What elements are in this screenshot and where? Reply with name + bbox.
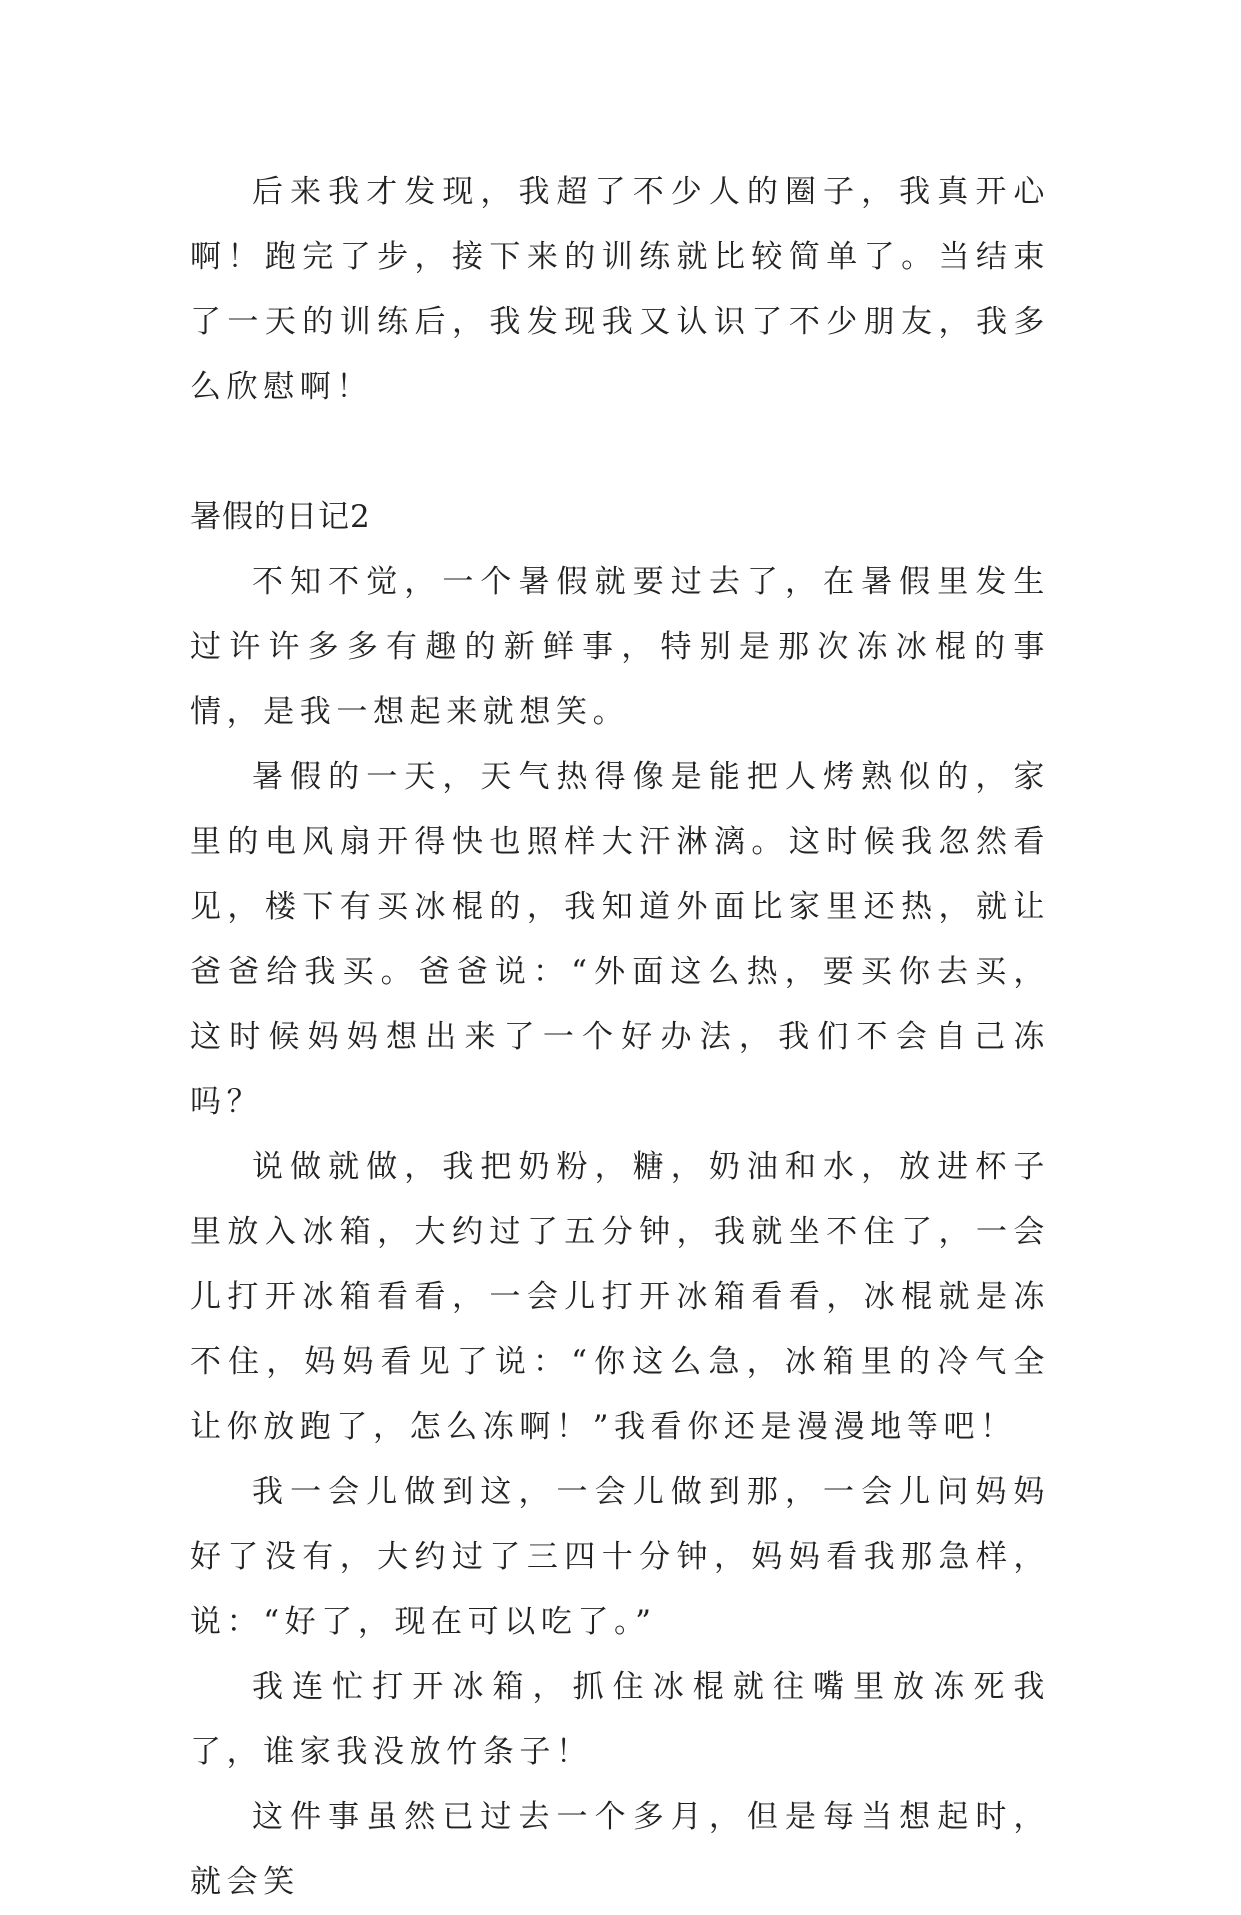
paragraph: 后来我才发现，我超了不少人的圈子，我真开心啊！跑完了步，接下来的训练就比较简单了。当结束了一天的训练后，我发现我又认识了不少朋友，我多么欣慰啊！ [190, 174, 1050, 405]
paragraph: 不知不觉，一个暑假就要过去了，在暑假里发生过许许多多有趣的新鲜事，特别是那次冻冰棍的事情，是我一想起来就想笑。 [190, 564, 1050, 730]
paragraph: 我一会儿做到这，一会儿做到那，一会儿问妈妈好了没有，大约过了三四十分钟，妈妈看我那急样，说：“好了，现在可以吃了。” [190, 1474, 1050, 1640]
paragraph: 说做就做，我把奶粉，糖，奶油和水，放进杯子里放入冰箱，大约过了五分钟，我就坐不住了，一会儿打开冰箱看看，一会儿打开冰箱看看，冰棍就是冻不住，妈妈看见了说：“你这么急，冰箱里的冷气全让你放跑了，怎么冻啊！”我看你还是漫漫地等吧！ [190, 1149, 1050, 1445]
paragraph: 暑假的一天，天气热得像是能把人烤熟似的，家里的电风扇开得快也照样大汗淋漓。这时候我忽然看见，楼下有买冰棍的，我知道外面比家里还热，就让爸爸给我买。爸爸说：“外面这么热，要买你去买，这时候妈妈想出来了一个好办法，我们不会自己冻吗？ [190, 759, 1050, 1120]
paragraph: 这件事虽然已过去一个多月，但是每当想起时，就会笑 [190, 1799, 1050, 1900]
paragraph: 我连忙打开冰箱，抓住冰棍就往嘴里放冻死我了，谁家我没放竹条子！ [190, 1669, 1050, 1770]
section-title: 暑假的日记2 [190, 499, 371, 535]
document-body [190, 160, 1050, 1915]
